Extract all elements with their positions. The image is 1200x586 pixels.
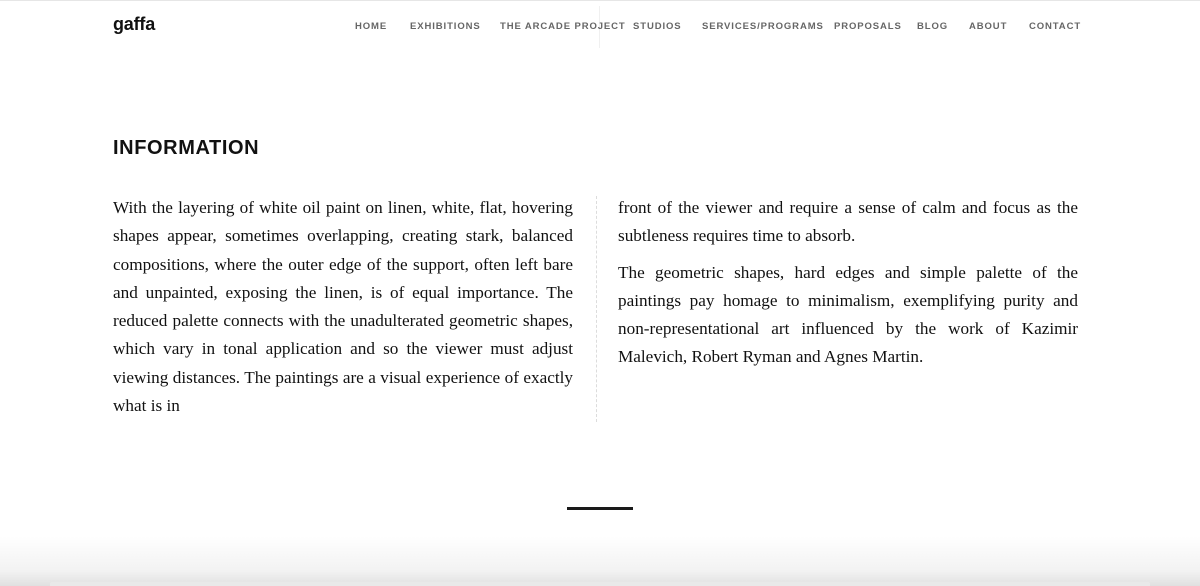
body-paragraph: The geometric shapes, hard edges and simple palette of the paintings pay homage to minimalism, exemplifying purity and non-representational art influenced by the work of Kazimir Malevich, Robert Ryman and Agnes Martin. <box>618 262 1078 367</box>
text-column-left <box>113 194 573 420</box>
section-divider <box>567 507 633 510</box>
nav-item-the-arcade-project[interactable]: THE ARCADE PROJECT <box>500 21 626 32</box>
nav-item-about[interactable]: ABOUT <box>969 21 1008 32</box>
nav-item-services-programs[interactable]: SERVICES/PROGRAMS <box>702 21 824 32</box>
text-column-right <box>618 194 1078 372</box>
site-header <box>0 0 1200 54</box>
nav-item-home[interactable]: HOME <box>355 21 388 32</box>
nav-item-studios[interactable]: STUDIOS <box>633 21 682 32</box>
nav-item-exhibitions[interactable]: EXHIBITIONS <box>410 21 481 32</box>
page-heading: INFORMATION <box>113 137 260 159</box>
nav-item-blog[interactable]: BLOG <box>917 21 949 32</box>
nav-item-proposals[interactable]: PROPOSALS <box>834 21 902 32</box>
site-logo[interactable]: gaffa <box>113 14 156 34</box>
footer-edge <box>50 582 1150 586</box>
column-divider <box>596 196 597 422</box>
nav-item-contact[interactable]: CONTACT <box>1029 21 1082 32</box>
body-paragraph: With the layering of white oil paint on linen, white, flat, hovering shapes appear, sometimes overlapping, creating stark, balanced compositions, where the outer edge of the support, often left bare and unpainted, exposing the linen, is of equal importance. The reduced palette connects with the unadulterated geometric shapes, which vary in tonal application and so the viewer must adjust viewing distances. The paintings are a visual experience of exactly what is in <box>113 198 573 416</box>
main-nav <box>0 21 1200 35</box>
footer-shadow <box>0 536 1200 586</box>
body-paragraph: front of the viewer and require a sense of calm and focus as the subtleness requires time to absorb. <box>618 198 1078 246</box>
